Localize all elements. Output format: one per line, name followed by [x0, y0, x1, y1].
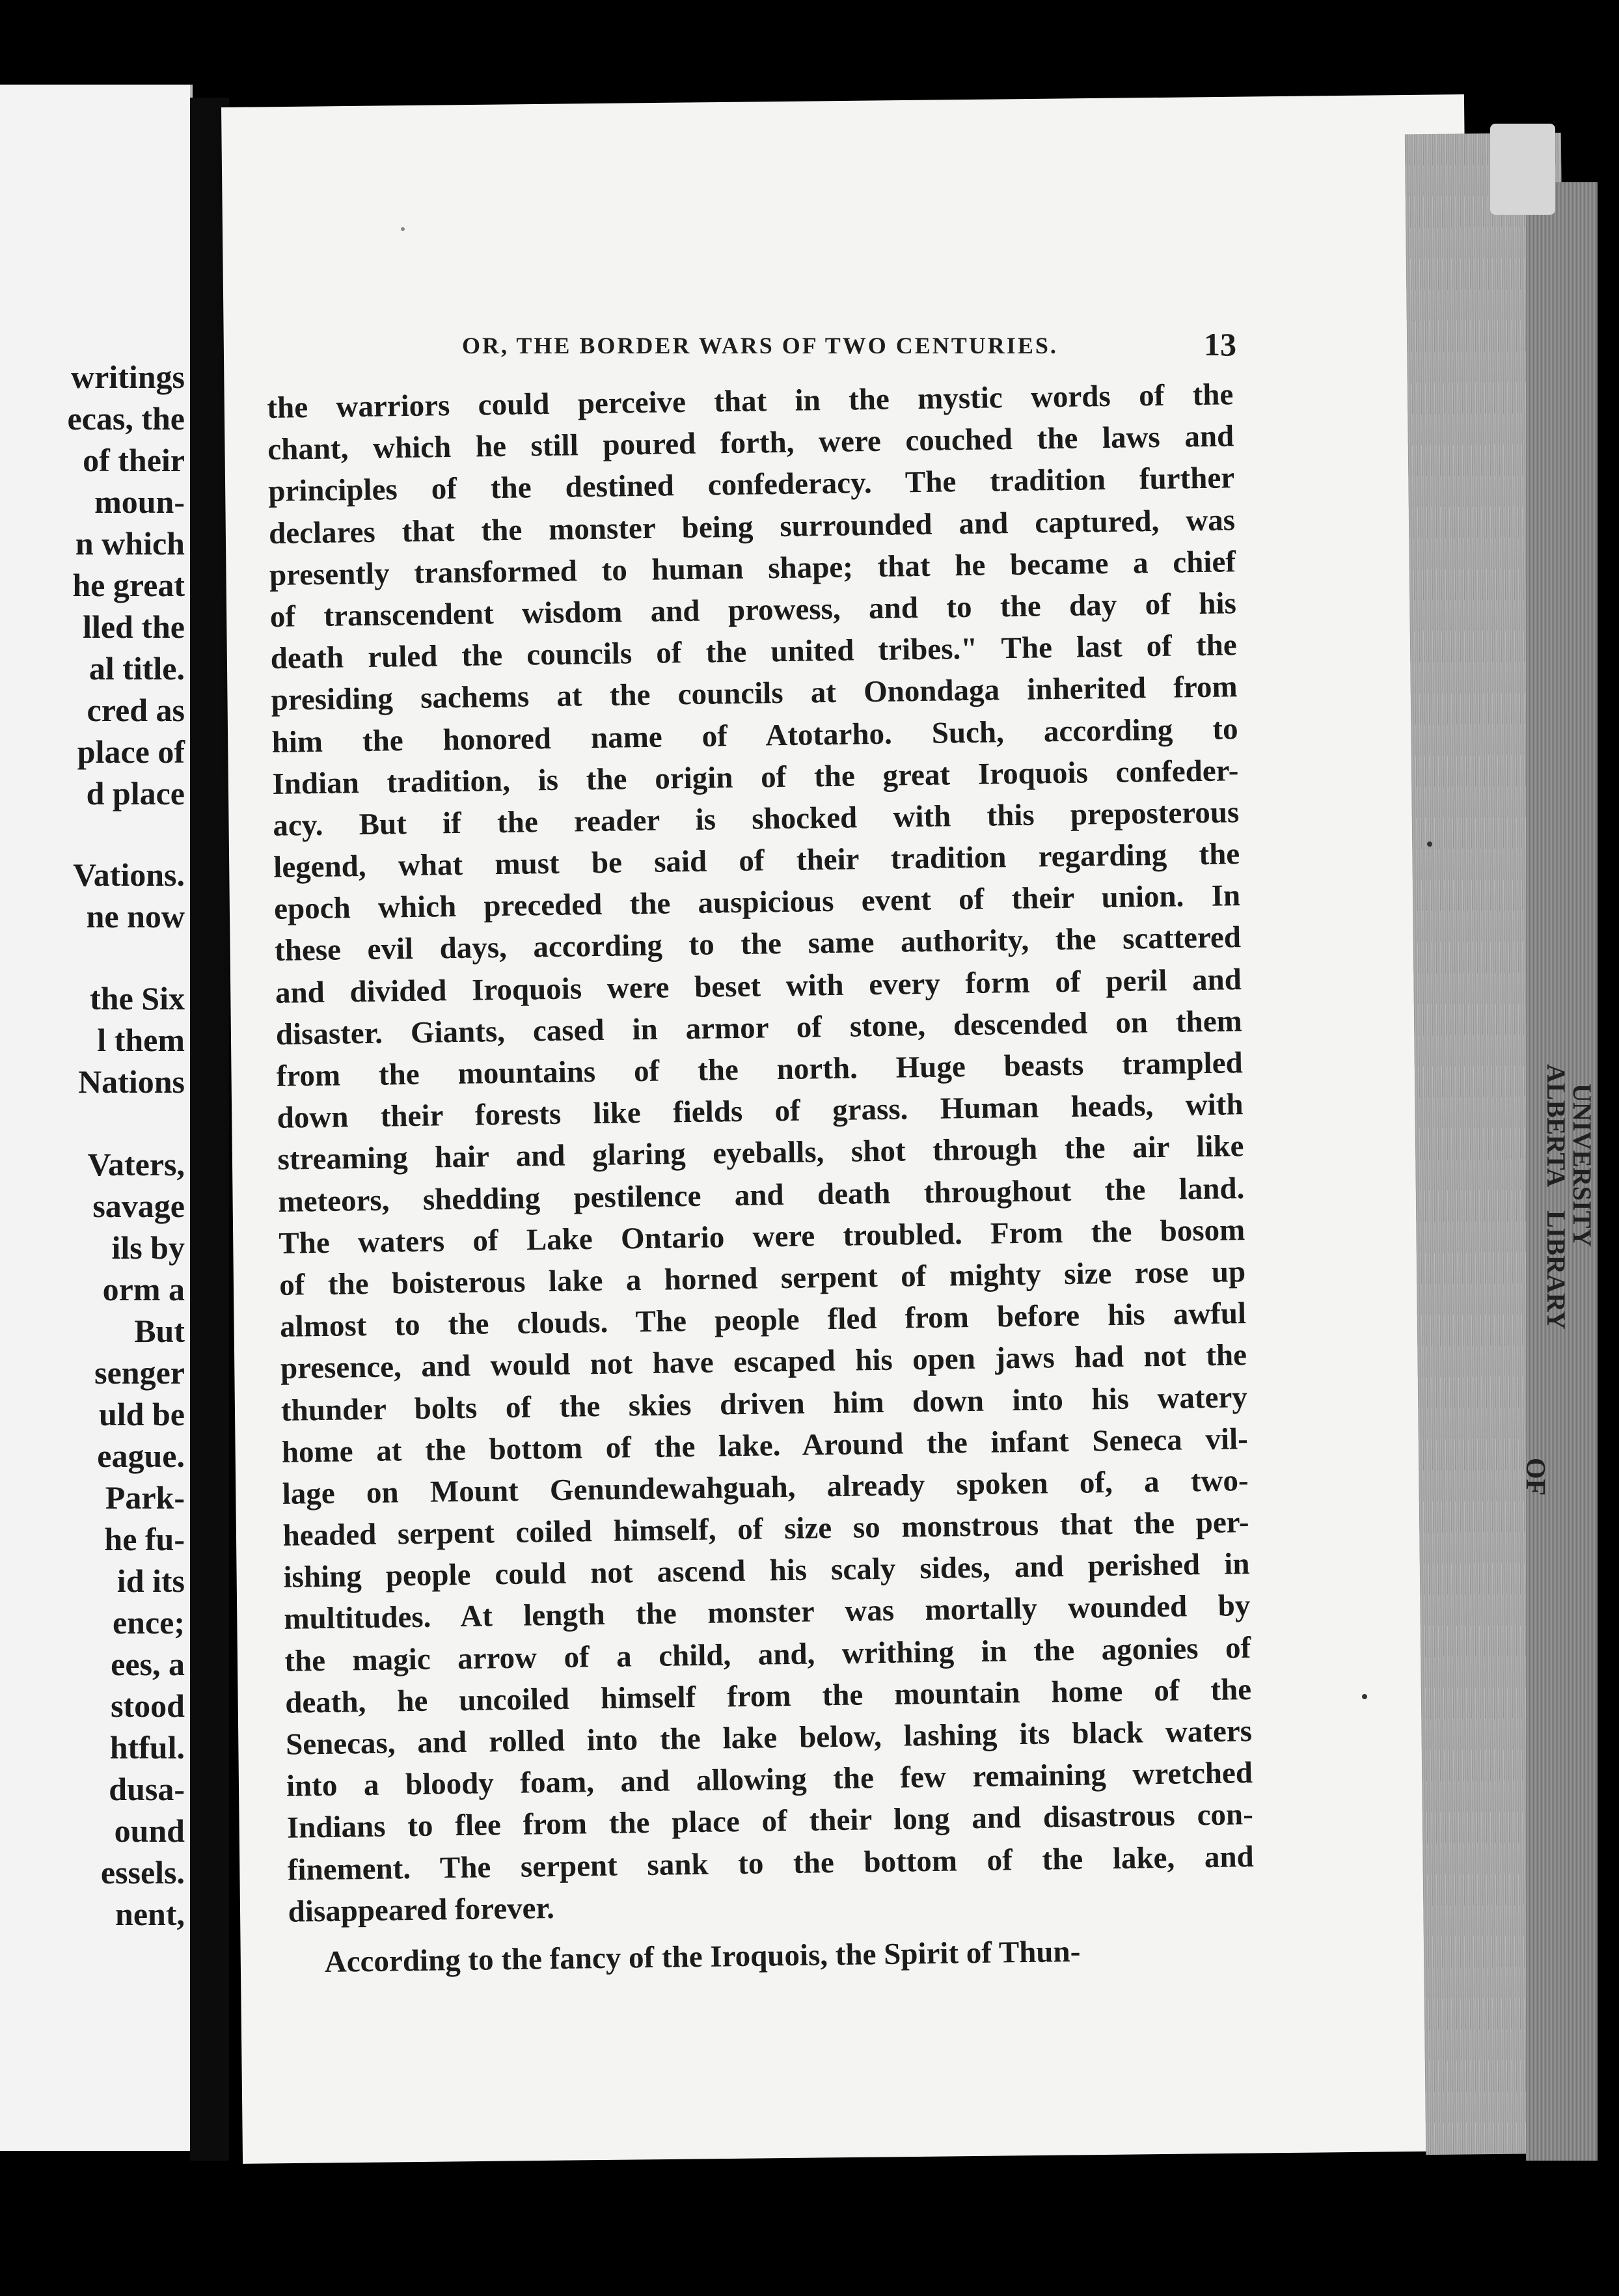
facing-page-line: l them — [97, 1022, 185, 1058]
text-line: of the boisterous lake a horned serpent of mighty size rose up — [279, 1255, 1246, 1302]
facing-page-line: moun- — [94, 484, 185, 520]
facing-page-line: lled the — [83, 608, 185, 645]
text-line: ishing people could not ascend his scaly sides, and perished in — [283, 1547, 1250, 1595]
library-stamp — [1500, 1061, 1617, 1516]
facing-page-line: htful. — [109, 1729, 185, 1766]
text-line: Indians to flee from the place of their long and disastrous con- — [286, 1797, 1254, 1846]
text-line: lage on Mount Genundewahguah, already spoken of, a two- — [282, 1463, 1249, 1511]
text-line: The waters of Lake Ontario were troubled. From the bosom — [279, 1212, 1245, 1261]
facing-page-line: ecas, the — [67, 400, 185, 437]
text-line: of transcendent wisdom and prowess, and to the day of his — [269, 586, 1237, 634]
text-line: Senecas, and rolled into the lake below, lashing its black waters — [285, 1714, 1253, 1762]
text-line: multitudes. At length the monster was mortally wounded by — [284, 1589, 1251, 1637]
facing-page-line: place of — [77, 733, 185, 770]
facing-page-line: essels. — [100, 1854, 185, 1891]
text-line: According to the fancy of the Iroquois, the Spirit of Thun- — [324, 1934, 1081, 1979]
text-line: death, he uncoiled himself from the mountain home of the — [284, 1672, 1252, 1720]
facing-page-line: cred as — [87, 692, 185, 728]
facing-page-line: dusa- — [109, 1771, 185, 1807]
text-line: from the mountains of the north. Huge beasts trampled — [276, 1046, 1244, 1093]
facing-page-line: Vaters, — [87, 1146, 185, 1182]
facing-page-line: ees, a — [111, 1646, 185, 1682]
speck — [401, 227, 405, 231]
body-text — [267, 374, 1255, 1984]
facing-page-line: Nations — [78, 1063, 185, 1100]
facing-page-line: nent, — [115, 1896, 185, 1932]
facing-page-line: stood — [111, 1688, 185, 1724]
book-gutter — [190, 98, 229, 2161]
stamp-line-university: UNIVERSITY — [1568, 1084, 1597, 1248]
text-line: headed serpent coiled himself, of size so monstrous that the per- — [282, 1505, 1249, 1553]
facing-page-line: ound — [114, 1812, 185, 1849]
text-line: down their forests like fields of grass. Human heads, with — [277, 1087, 1244, 1136]
text-line: legend, what must be said of their tradition regarding the — [273, 837, 1240, 884]
text-line: presently transformed to human shape; that he became a chief — [269, 544, 1236, 592]
facing-page-line: he great — [72, 567, 185, 603]
facing-page-line: uld be — [98, 1396, 185, 1432]
facing-page-line: ils by — [111, 1229, 185, 1266]
facing-page-line: But — [134, 1313, 185, 1349]
facing-page-line: of their — [83, 442, 185, 478]
text-line: acy. But if the reader is shocked with this preposterous — [273, 795, 1240, 843]
facing-page-line: orm a — [102, 1271, 185, 1307]
page-header — [462, 325, 1236, 371]
facing-page-line: d place — [86, 775, 185, 812]
facing-page-line: ence; — [112, 1604, 185, 1641]
text-line: Indian tradition, is the origin of the great Iroquois confeder- — [272, 753, 1239, 801]
text-line: principles of the destined confederacy. The tradition further — [267, 461, 1235, 509]
book-spine-corner — [1490, 124, 1555, 215]
facing-page-line: Vations. — [73, 856, 185, 893]
facing-page-line: id its — [116, 1563, 185, 1599]
running-head: OR, THE BORDER WARS OF TWO CENTURIES. — [462, 333, 1058, 359]
text-line: finement. The serpent sank to the bottom of the lake, and — [287, 1839, 1255, 1887]
facing-page-line: Park- — [105, 1479, 185, 1516]
facing-page-line: the Six — [90, 980, 185, 1017]
facing-page-line: he fu- — [104, 1521, 185, 1557]
text-line: disappeared forever. — [288, 1891, 555, 1929]
facing-page-line: n which — [75, 525, 185, 562]
stamp-line-library: LIBRARY — [1542, 1210, 1571, 1330]
text-line: epoch which preceded the auspicious event of their union. In — [273, 879, 1241, 927]
facing-page-line: ne now — [86, 898, 185, 935]
facing-page-line: writings — [71, 359, 185, 395]
text-line: the warriors could perceive that in the mystic words of the — [267, 377, 1234, 425]
text-line: streaming hair and glaring eyeballs, shot through the air like — [277, 1129, 1244, 1177]
speck — [1427, 841, 1432, 847]
text-line: death ruled the councils of the united tribes." The last of the — [270, 628, 1238, 676]
text-line: these evil days, according to the same authority, the scattered — [274, 920, 1242, 968]
text-line: presiding sachems at the councils at Onondaga inherited from — [271, 670, 1238, 718]
text-line: and divided Iroquois were beset with every form of peril and — [275, 962, 1242, 1010]
text-line: thunder bolts of the skies driven him down into his watery — [280, 1380, 1248, 1428]
text-line: meteors, shedding pestilence and death throughout the land. — [278, 1171, 1245, 1219]
text-line: into a bloody foam, and allowing the few remaining wretched — [286, 1756, 1253, 1803]
text-line: chant, which he still poured forth, were couched the laws and — [267, 419, 1234, 467]
text-line: the magic arrow of a child, and, writhing in the agonies of — [284, 1630, 1251, 1678]
stamp-line-alberta: ALBERTA — [1542, 1064, 1571, 1188]
facing-page-line: senger — [94, 1354, 185, 1391]
text-line: him the honored name of Atotarho. Such, according to — [271, 711, 1238, 759]
text-line: home at the bottom of the lake. Around the infant Seneca vil- — [281, 1421, 1249, 1469]
stamp-line-of: OF — [1520, 1458, 1550, 1496]
page-number: 13 — [1204, 326, 1236, 362]
facing-page-line: savage — [92, 1188, 185, 1224]
facing-page — [0, 85, 193, 2151]
facing-page-line: eague. — [97, 1438, 185, 1474]
text-line: disaster. Giants, cased in armor of stone, descended on them — [275, 1004, 1243, 1052]
text-line: almost to the clouds. The people fled from before his awful — [279, 1296, 1247, 1344]
facing-page-line: al title. — [88, 650, 185, 687]
speck — [1362, 1694, 1367, 1699]
text-line: presence, and would not have escaped his open jaws had not the — [280, 1338, 1247, 1386]
text-line: declares that the monster being surrounded and captured, was — [268, 502, 1236, 551]
